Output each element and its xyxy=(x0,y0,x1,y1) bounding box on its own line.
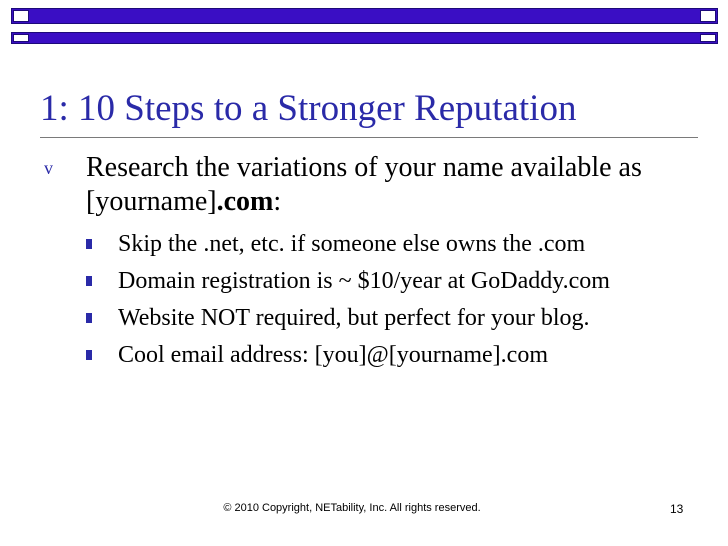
square-bullet-icon xyxy=(86,313,92,323)
header-square-top-right xyxy=(700,10,716,22)
header-decoration-bar xyxy=(11,8,718,44)
sub-bullet-text: Domain registration is ~ $10/year at GoDaddy.com xyxy=(118,268,610,294)
square-bullet-icon xyxy=(86,239,92,249)
slide-title: 1: 10 Steps to a Stronger Reputation xyxy=(40,88,577,129)
footer-copyright xyxy=(0,502,728,514)
title-divider xyxy=(40,137,698,138)
header-square-bottom-left xyxy=(13,34,29,42)
main-bullet-text-end: : xyxy=(273,186,282,217)
header-square-top-left xyxy=(13,10,29,22)
header-square-bottom-right xyxy=(700,34,716,42)
main-bullet-text xyxy=(86,151,646,219)
main-bullet-icon: v xyxy=(44,158,53,178)
sub-bullet-text: Cool email address: [you]@[yourname].com xyxy=(118,342,548,368)
header-band-bottom xyxy=(11,32,718,44)
main-bullet-text-bold: .com xyxy=(216,186,274,217)
square-bullet-icon xyxy=(86,350,92,360)
sub-bullet-text: Website NOT required, but perfect for your blog. xyxy=(118,305,590,331)
sub-bullet-text: Skip the .net, etc. if someone else owns the .com xyxy=(118,231,586,257)
main-bullet-text-start: Research the variations of your name available as [yourname] xyxy=(86,152,642,217)
page-number: 13 xyxy=(670,502,684,516)
footer-copyright-text: © 2010 Copyright, NETability, Inc. All rights reserved. xyxy=(223,502,481,514)
header-band-top xyxy=(11,8,718,24)
square-bullet-icon xyxy=(86,276,92,286)
